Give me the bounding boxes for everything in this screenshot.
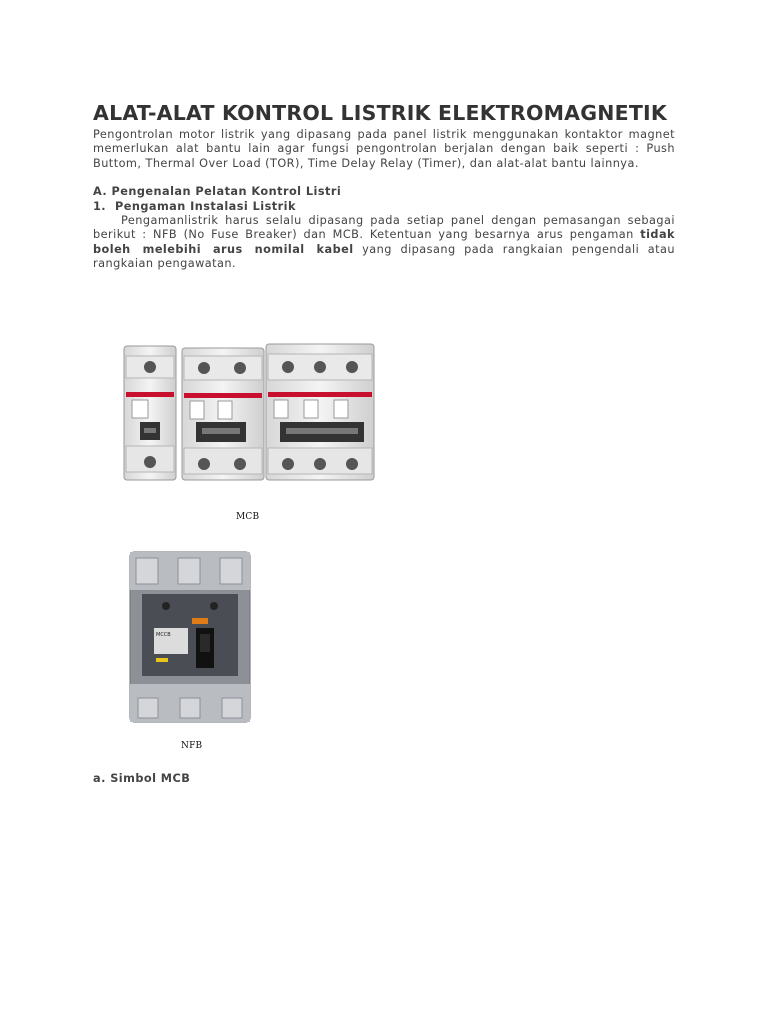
nfb-caption: NFB <box>181 741 203 751</box>
paragraph-bold-text: tidak boleh melebihi arus nomilal kabel <box>93 228 675 256</box>
section-1-paragraph <box>93 214 675 272</box>
paragraph-text-start: Pengamanlistrik harus selalu dipasang pada setiap panel dengan pemasangan sebagai berikut : NFB (No Fuse Breaker) dan MCB. Ketentuan yang besarnya arus pengaman <box>93 214 675 242</box>
subsection-a-heading: a. Simbol MCB <box>93 772 191 785</box>
nfb-brand-label: MCCB <box>156 632 171 638</box>
page-title: ALAT-ALAT KONTROL LISTRIK ELEKTROMAGNETIK <box>93 101 667 125</box>
mcb-image <box>118 336 380 488</box>
mcb-caption: MCB <box>236 512 260 522</box>
mcb-1-pole <box>124 346 176 480</box>
section-a-heading: A. Pengenalan Pelatan Kontrol Listri <box>93 185 342 199</box>
intro-paragraph: Pengontrolan motor listrik yang dipasang pada panel listrik menggunakan kontaktor magnet memerlukan alat bantu lain agar fungsi pengontrolan berjalan dengan baik seperti : Push Buttom, Thermal Over Load (TOR), Time Delay Relay (Timer), dan alat-alat bantu lainnya. <box>93 128 675 170</box>
section-1-heading <box>93 200 675 214</box>
mcb-2-pole <box>182 348 264 480</box>
document-body <box>93 101 675 272</box>
mcb-3-pole <box>266 344 374 480</box>
section-1-number: 1. <box>93 199 107 213</box>
nfb-image <box>126 548 256 726</box>
section-1-title: Pengaman Instalasi Listrik <box>115 199 296 213</box>
paragraph-text-end: yang dipasang pada rangkaian pengendali atau rangkaian pengawatan. <box>93 242 675 271</box>
